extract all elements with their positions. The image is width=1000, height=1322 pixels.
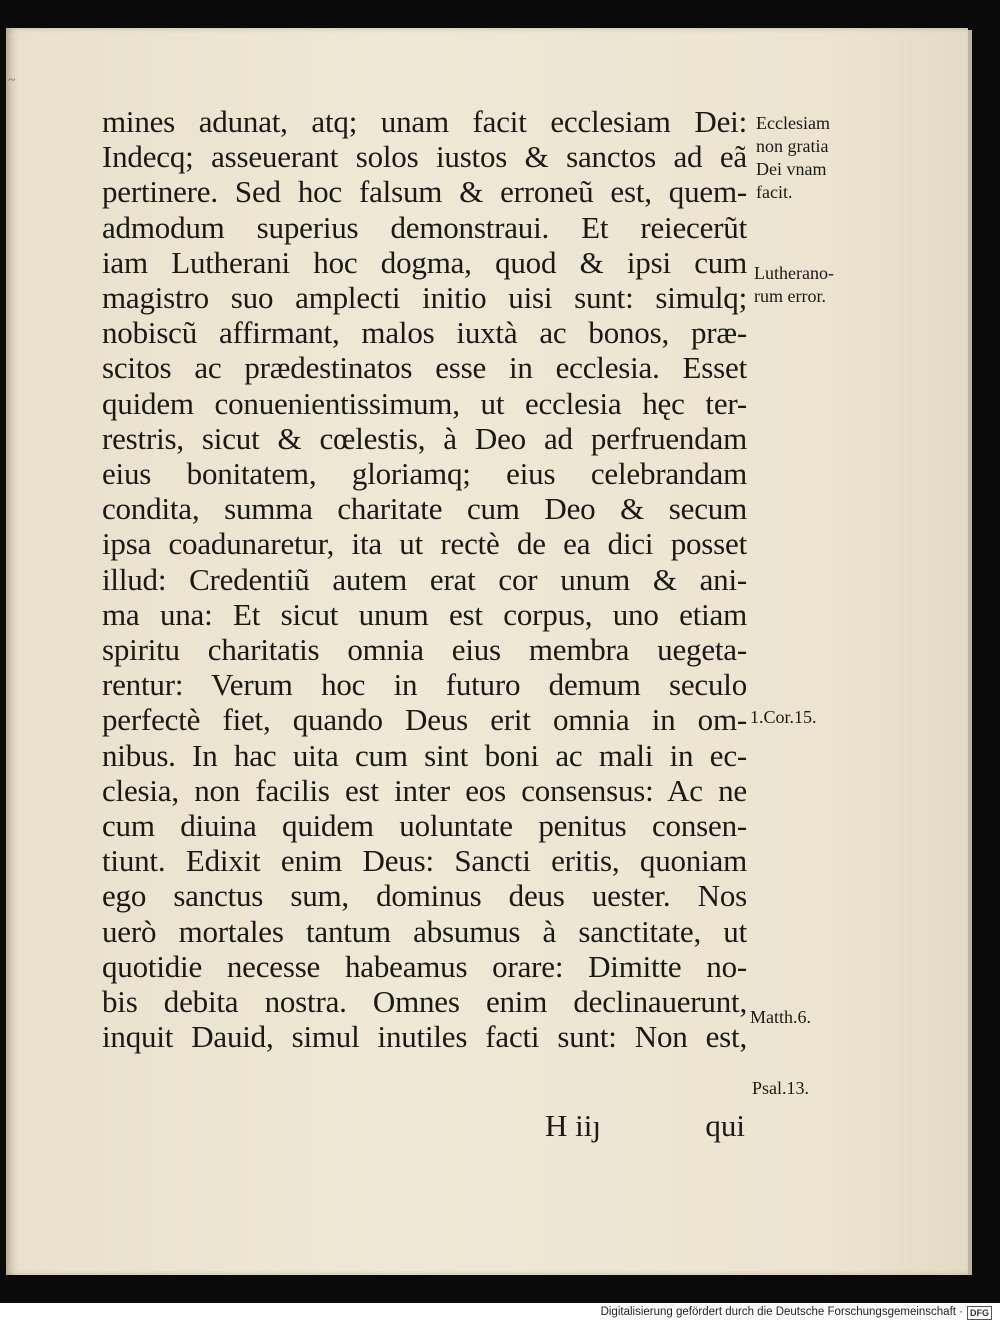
main-text-block: [102, 104, 747, 1054]
catchword: qui: [705, 1108, 745, 1143]
dfg-logo-icon: DFG: [967, 1306, 992, 1320]
text-line: pertinere. Sed hoc falsum & erroneũ est, quem-: [102, 174, 747, 210]
signature-mark: H iiȷ: [545, 1108, 601, 1143]
text-line: tiunt. Edixit enim Deus: Sancti eritis, quoniam: [102, 843, 747, 879]
text-line: illud: Credentiũ autem erat cor unum & ani-: [102, 561, 747, 597]
text-line: perfectè fiet, quando Deus erit omnia in om-: [102, 702, 747, 738]
text-line: eius bonitatem, gloriamq; eius celebrandam: [102, 456, 747, 492]
text-line: quidem conuenientissimum, ut ecclesia hęc ter-: [102, 385, 747, 421]
margin-note-line: non gratia: [756, 136, 829, 156]
text-line: condita, summa charitate cum Deo & secum: [102, 491, 747, 527]
margin-note-line: facit.: [756, 182, 793, 202]
text-line: spiritu charitatis omnia eius membra uegeta-: [102, 632, 747, 668]
margin-note-line: Dei vnam: [756, 159, 827, 179]
margin-note-line: rum error.: [754, 286, 826, 306]
margin-note-line: Psal.13.: [752, 1078, 810, 1098]
text-line: mines adunat, atq; unam facit ecclesiam Dei:: [102, 104, 747, 139]
text-line: ego sanctus sum, dominus deus uester. Nos: [102, 878, 747, 914]
text-line: ma una: Et sicut unum est corpus, uno etiam: [102, 596, 747, 632]
margin-note-line: Matth.6.: [750, 1007, 811, 1027]
funding-text: Digitalisierung gefördert durch die Deutsche Forschungsgemeinschaft ·: [600, 1306, 963, 1318]
margin-note-psal: [752, 1077, 809, 1100]
text-line: ipsa coadunaretur, ita ut rectè de ea dici posset: [102, 526, 747, 562]
text-line: scitos ac prædestinatos esse in ecclesia. Esset: [102, 350, 747, 386]
text-line: inquit Dauid, simul inutiles facti sunt: Non est,: [102, 1019, 747, 1055]
text-line: nibus. In hac uita cum sint boni ac mali in ec-: [102, 737, 747, 773]
text-line: iam Lutherani hoc dogma, quod & ipsi cum: [102, 244, 747, 280]
text-line: cum diuina quidem uoluntate penitus consen-: [102, 808, 747, 844]
page-edge: [968, 30, 972, 1275]
text-line: clesia, non facilis est inter eos consensus: Ac ne: [102, 772, 747, 808]
margin-note-ecclesiam: [756, 112, 830, 204]
margin-note-line: Lutherano-: [754, 263, 834, 283]
margin-note-line: 1.Cor.15.: [750, 707, 817, 727]
catchline: [545, 1108, 745, 1148]
text-line: uerò mortales tantum absumus à sanctitate, ut: [102, 913, 747, 949]
text-line: rentur: Verum hoc in futuro demum seculo: [102, 667, 747, 703]
margin-note-lutheranorum: [754, 262, 834, 308]
text-line: admodum superius demonstraui. Et reiecerũt: [102, 209, 747, 245]
margin-note-cor: [750, 706, 817, 729]
text-line: quotidie necesse habeamus orare: Dimitte no-: [102, 948, 747, 984]
margin-note-line: Ecclesiam: [756, 113, 830, 133]
funding-footer: [601, 1303, 992, 1322]
text-line: restris, sicut & cœlestis, à Deo ad perfruendam: [102, 420, 747, 456]
text-line: magistro suo amplecti initio uisi sunt: simulq;: [102, 280, 747, 316]
margin-note-matth: [750, 1006, 811, 1029]
text-line: bis debita nostra. Omnes enim declinauerunt,: [102, 984, 747, 1020]
text-line: nobiscũ affirmant, malos iuxtà ac bonos, præ-: [102, 315, 747, 351]
text-line: Indecq; asseuerant solos iustos & sanctos ad eã: [102, 139, 747, 175]
stain-mark: ~: [8, 73, 16, 88]
